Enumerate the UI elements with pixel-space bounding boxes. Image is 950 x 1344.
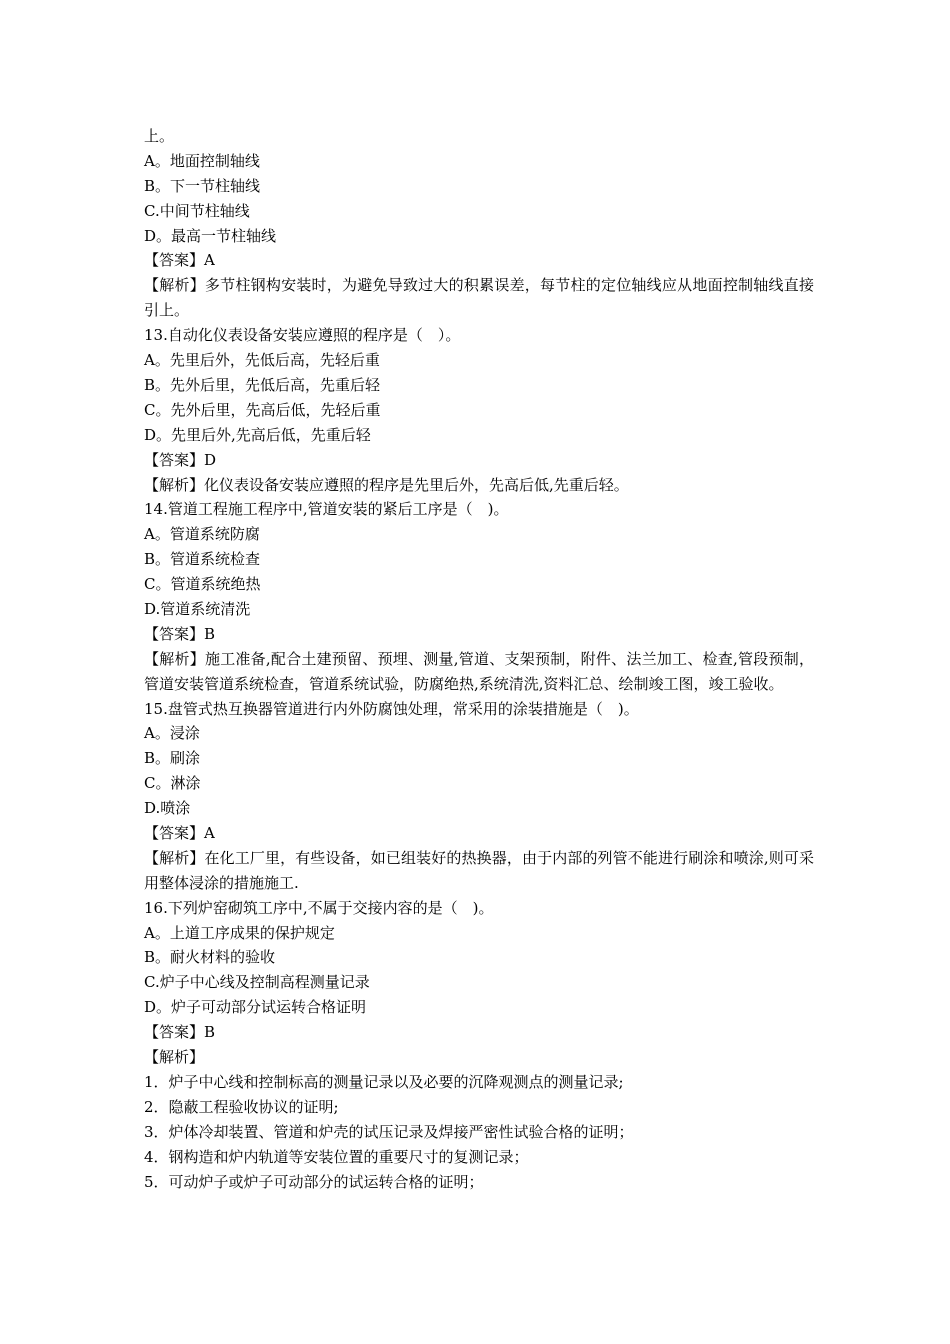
text-line: A。地面控制轴线	[144, 151, 260, 170]
text-line: B。先外后里，先低后高，先重后轻	[144, 375, 381, 394]
text-line: C。管道系统绝热	[144, 575, 261, 594]
text-line: 16.下列炉窑砌筑工序中,不属于交接内容的是（ )。	[144, 898, 494, 917]
text-line: 5．可动炉子或炉子可动部分的试运转合格的证明；	[144, 1172, 484, 1191]
text-line: 【答案】B	[144, 1023, 216, 1042]
text-line: 2．隐蔽工程验收协议的证明;	[144, 1097, 339, 1116]
text-line: D.喷涂	[144, 799, 191, 818]
text-line: C。淋涂	[144, 774, 201, 793]
text-line: D。最高一节柱轴线	[144, 226, 277, 245]
text-line: 【答案】D	[144, 450, 217, 469]
text-paragraph: 【解析】施工准备,配合土建预留、预埋、测量,管道、支架预制，附件、法兰加工、检查,管段预制，管道安装管道系统检查，管道系统试验，防腐绝热,系统清洗,资料汇总、绘制竣工图，竣工验收。	[144, 649, 814, 693]
text-line: A。管道系统防腐	[144, 525, 260, 544]
text-line: B。耐火材料的验收	[144, 948, 276, 967]
text-line: 1．炉子中心线和控制标高的测量记录以及必要的沉降观测点的测量记录;	[144, 1072, 624, 1091]
text-line: B。刷涂	[144, 749, 201, 768]
text-line: 上。	[144, 127, 175, 145]
text-paragraph: 【解析】在化工厂里，有些设备，如已组装好的热换器，由于内部的列管不能进行刷涂和喷涂,则可采用整体浸涂的措施施工.	[144, 848, 814, 892]
text-line: 15.盘管式热互换器管道进行内外防腐蚀处理，常采用的涂装措施是（ )。	[144, 699, 639, 718]
text-line: 13.自动化仪表设备安装应遵照的程序是（ ）。	[144, 326, 461, 345]
text-line: D.管道系统清洗	[144, 599, 251, 618]
text-line: 14.管道工程施工程序中,管道安装的紧后工序是（ )。	[144, 500, 509, 519]
text-line: 【解析】	[144, 1048, 205, 1067]
text-line: D。炉子可动部分试运转合格证明	[144, 998, 367, 1017]
text-line: 【答案】B	[144, 624, 216, 643]
text-line: 【答案】A	[144, 251, 215, 270]
text-line: C.炉子中心线及控制高程测量记录	[144, 973, 370, 992]
text-line: A。浸涂	[144, 724, 200, 743]
document-body	[144, 124, 814, 1194]
text-line: B。管道系统检查	[144, 550, 261, 569]
text-line: 【解析】化仪表设备安装应遵照的程序是先里后外，先高后低,先重后轻。	[144, 475, 629, 494]
text-line: C.中间节柱轴线	[144, 201, 250, 220]
text-line: 【答案】A	[144, 824, 215, 842]
text-line: C。先外后里，先高后低，先轻后重	[144, 400, 381, 419]
text-line: 3．炉体冷却装置、管道和炉壳的试压记录及焊接严密性试验合格的证明；	[144, 1122, 634, 1141]
text-line: A。先里后外，先低后高，先轻后重	[144, 351, 380, 370]
text-line: D。先里后外,先高后低，先重后轻	[144, 425, 371, 444]
text-line: 4．钢构造和炉内轨道等安装位置的重要尺寸的复测记录；	[144, 1147, 529, 1166]
text-line: A。上道工序成果的保护规定	[144, 923, 335, 942]
text-paragraph: 【解析】多节柱钢构安装时，为避免导致过大的积累误差，每节柱的定位轴线应从地面控制轴线直接引上。	[144, 276, 814, 320]
text-line: B。下一节柱轴线	[144, 176, 261, 195]
